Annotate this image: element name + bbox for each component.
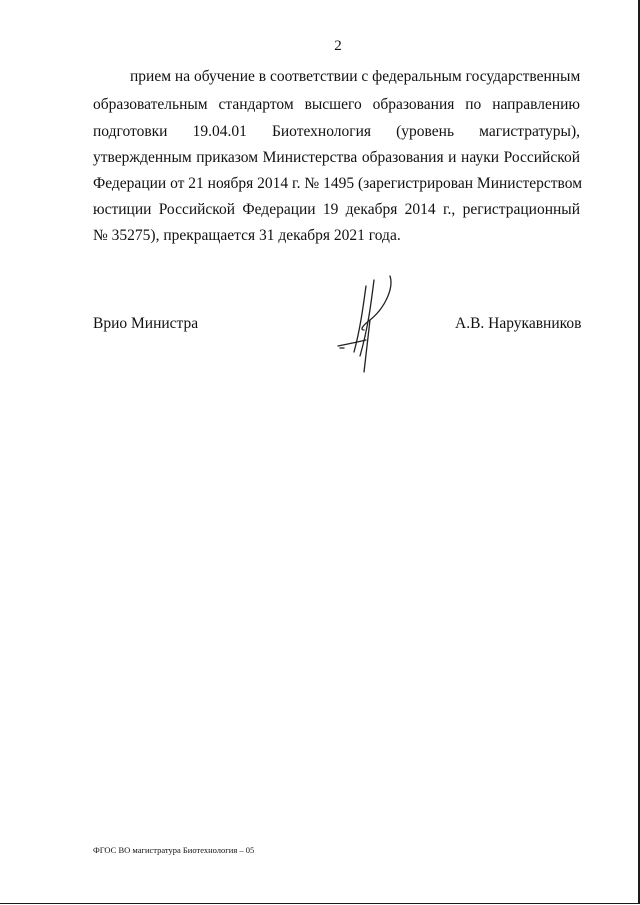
body-line: утвержденным приказом Министерства образования и науки Российской (93, 149, 580, 166)
signatory-name: А.В. Нарукавников (455, 315, 582, 332)
body-line: Федерации от 21 ноября 2014 г. № 1495 (зарегистрирован Министерством (93, 175, 583, 192)
handwritten-signature (330, 268, 410, 378)
body-line: № 35275), прекращается 31 декабря 2021 года. (93, 227, 401, 244)
body-line: образовательным стандартом высшего образования по направлению (93, 96, 580, 113)
body-line: прием на обучение в соответствии с федеральным государственным (130, 68, 581, 85)
body-line: подготовки 19.04.01 Биотехнология (уровень магистратуры), (93, 123, 580, 140)
footer-note: ФГОС ВО магистратура Биотехнология – 05 (93, 845, 255, 855)
page-number: 2 (334, 38, 342, 54)
body-line: юстиции Российской Федерации 19 декабря 2014 г., регистрационный (93, 201, 580, 218)
signatory-title: Врио Министра (93, 315, 199, 332)
